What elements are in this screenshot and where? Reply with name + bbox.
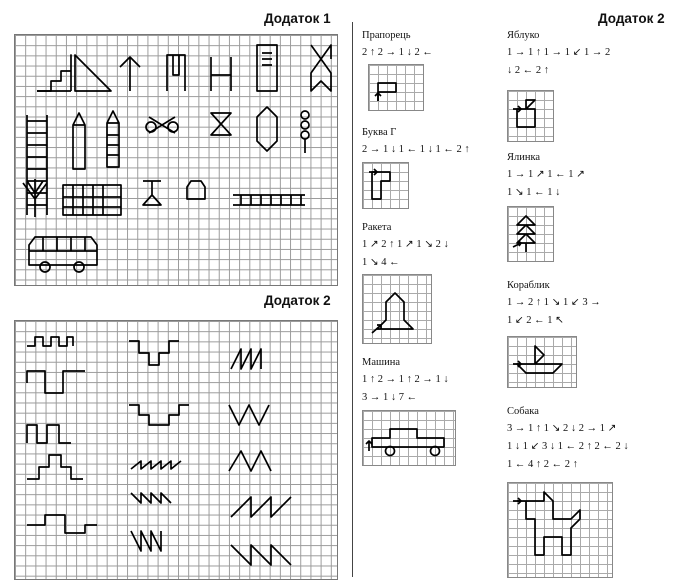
tile-dog — [507, 482, 613, 578]
card-seq-rocket-1: 1 ↗ 2 ↑ 1 ↗ 1 ↘ 2 ↓ — [362, 239, 449, 250]
pattern-5 — [27, 515, 97, 533]
appendix1-title: Додаток 1 — [264, 11, 331, 26]
pattern-4 — [27, 455, 83, 479]
tile-apple — [507, 90, 554, 142]
card-title-flag: Прапорець — [362, 30, 411, 41]
pattern-2 — [27, 371, 85, 393]
pencil2-figure — [107, 111, 119, 167]
column-divider — [352, 22, 353, 577]
rail-figure — [233, 195, 305, 205]
crystal-figure — [257, 107, 277, 151]
bus-figure — [29, 237, 97, 265]
appendix2-patterns — [15, 321, 337, 579]
pattern-12 — [229, 405, 269, 425]
tile-letter-g — [362, 162, 409, 209]
appendix2-grid — [14, 320, 338, 580]
pattern-3 — [27, 425, 71, 443]
pattern-7 — [129, 405, 189, 425]
hourglass-figure — [211, 113, 231, 135]
card-seq-dog-1: 3 → 1 ↑ 1 ↘ 2 ↓ 2 → 1 ↗ — [507, 423, 617, 434]
card-title-car: Машина — [362, 357, 400, 368]
pattern-6 — [129, 341, 179, 365]
bow-figure — [311, 45, 331, 91]
card-seq-car-1: 1 ↑ 2 → 1 ↑ 2 → 1 ↓ — [362, 374, 449, 385]
card-seq-rocket-2: 1 ↘ 4 ← — [362, 257, 400, 268]
card-seq-letter-g-1: 2 → 1 ↓ 1 ← 1 ↓ 1 ← 2 ↑ — [362, 144, 470, 155]
card-seq-dog-3: 1 ← 4 ↑ 2 ← 2 ↑ — [507, 459, 578, 470]
lamp-figure — [143, 181, 161, 205]
triangle-figure — [75, 55, 111, 91]
pattern-11 — [231, 349, 261, 369]
card-seq-flag-1: 2 ↑ 2 → 1 ↓ 2 ← — [362, 47, 433, 58]
appendix2-right-title: Додаток 2 — [598, 11, 665, 26]
appendix2-left-title: Додаток 2 — [264, 293, 331, 308]
pattern-1 — [27, 337, 73, 346]
fence-figure — [63, 185, 121, 215]
card-seq-apple-1: 1 → 1 ↑ 1 → 1 ↙ 1 → 2 — [507, 47, 611, 58]
appendix1-grid — [14, 34, 338, 286]
pattern-13 — [229, 451, 271, 471]
pattern-14 — [231, 497, 291, 517]
tile-boat — [507, 336, 577, 388]
tile-car — [362, 410, 456, 466]
card-seq-car-2: 3 → 1 ↓ 7 ← — [362, 392, 418, 403]
stairs-figure — [37, 55, 71, 91]
pencil1-figure — [73, 113, 85, 169]
card-seq-fir-tree-2: 1 ↘ 1 ← 1 ↓ — [507, 187, 561, 198]
pattern-9 — [131, 493, 171, 503]
card-seq-boat-1: 1 → 2 ↑ 1 ↘ 1 ↙ 3 → — [507, 297, 601, 308]
appendix1-figures — [15, 35, 337, 285]
card-title-rocket: Ракета — [362, 222, 392, 233]
tile-rocket — [362, 274, 432, 344]
tile-flag — [368, 64, 424, 111]
arrow-up-figure — [120, 57, 140, 91]
card-title-boat: Кораблик — [507, 280, 550, 291]
card-seq-fir-tree-1: 1 → 1 ↗ 1 ← 1 ↗ — [507, 169, 585, 180]
scissors-figure — [149, 117, 175, 133]
pattern-10 — [131, 531, 161, 551]
card-title-letter-g: Буква Г — [362, 127, 397, 138]
gate-figure — [167, 55, 185, 91]
card-seq-dog-2: 1 ↓ 1 ↙ 3 ↓ 1 ← 2 ↑ 2 ← 2 ↓ — [507, 441, 629, 452]
pattern-8 — [131, 461, 181, 469]
card-title-dog: Собака — [507, 406, 539, 417]
card-seq-boat-2: 1 ↙ 2 ← 1 ↖ — [507, 315, 564, 326]
tile-fir-tree — [507, 206, 554, 262]
door-figure — [257, 45, 277, 91]
pattern-15 — [231, 545, 291, 565]
card-seq-apple-2: ↓ 2 ← 2 ↑ — [507, 65, 549, 76]
chair-figure — [211, 57, 231, 91]
card-title-apple: Яблуко — [507, 30, 540, 41]
bag-figure — [187, 181, 205, 199]
card-title-fir-tree: Ялинка — [507, 152, 541, 163]
ladder-figure — [27, 115, 47, 215]
